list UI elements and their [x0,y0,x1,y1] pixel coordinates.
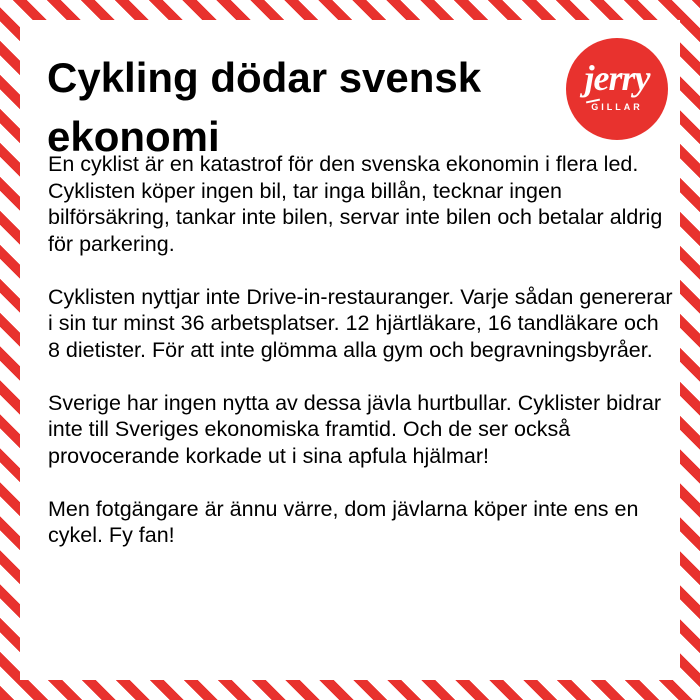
page-title: Cykling dödar svensk ekonomi [47,54,482,160]
paragraph-1: En cyklist är en katastrof för den svenska ekonomin i flera led. Cyklisten köper ingen bil, tar inga billån, tecknar ingen bilförsäkring, tankar inte bilen, servar inte bilen och betalar aldrig för parkering. [48,152,663,256]
jerry-logo [566,38,668,140]
paragraph-2: Cyklisten nyttjar inte Drive-in-restauranger. Varje sådan genererar i sin tur minst 36 arbetsplatser. 12 hjärtläkare, 16 tandläkare och 8 dietister. För att inte glömma alla gym och begravningsbyråer. [48,284,673,362]
paragraph-3: Sverige har ingen nytta av dessa jävla hurtbullar. Cyklister bidrar inte till Sveriges ekonomiska framtid. Och de ser också provocerande korkade ut i sina apfula hjälmar! [48,390,662,468]
article-body [48,151,676,549]
logo-subtitle: GILLAR [591,102,643,112]
content-panel [20,20,680,680]
logo-wordmark: jerry [584,58,650,98]
paragraph-4: Men fotgängare är ännu värre, dom jävlarna köper inte ens en cykel. Fy fan! [48,496,639,547]
